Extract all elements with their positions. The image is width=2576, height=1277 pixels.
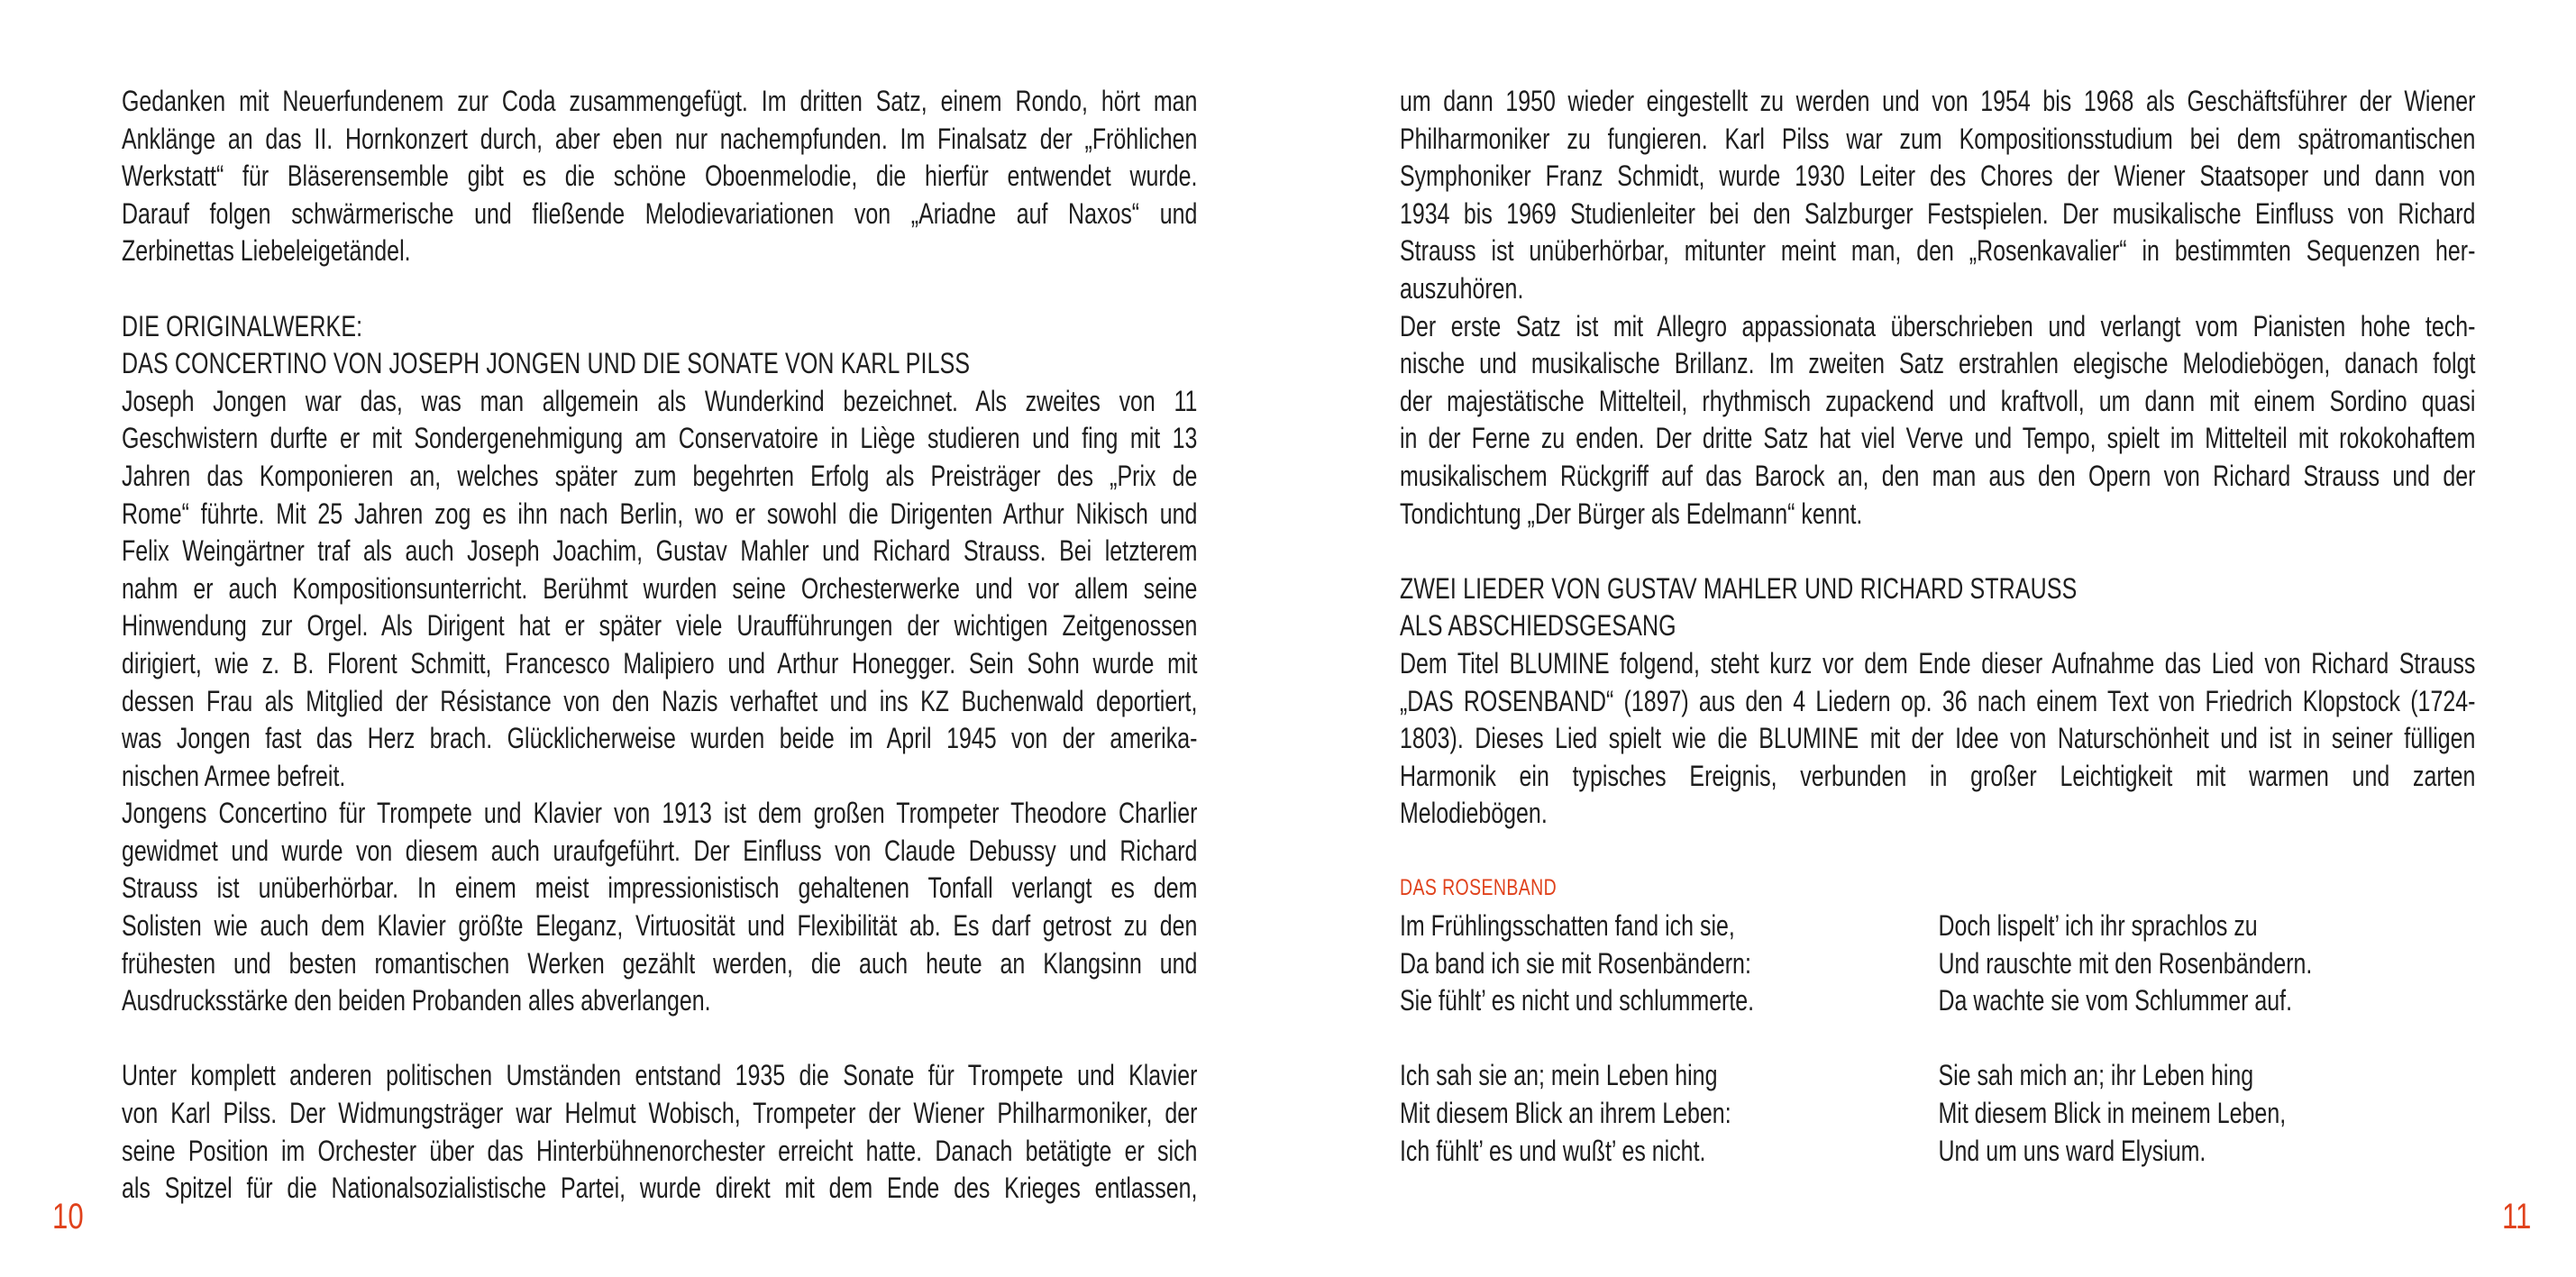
text-line: Joseph Jongen war das, was man allgemein als Wunderkind bezeichnet. Als zweites von 11 — [122, 384, 1198, 417]
page-number-left: 10 — [52, 1197, 84, 1236]
page-number-right: 11 — [2502, 1197, 2532, 1236]
intro-paragraph — [122, 83, 1197, 270]
text-line: Harmonik ein typisches Ereignis, verbunden in großer Leichtigkeit mit warmen und zarten — [1400, 759, 2476, 792]
poem-line: Sie sah mich an; ihr Leben hing — [1938, 1059, 2254, 1092]
text-line: von Karl Pilss. Der Widmungsträger war Helmut Wobisch, Trompeter der Wiener Philharmoniker, der — [122, 1097, 1198, 1130]
text-line: ZWEI LIEDER VON GUSTAV MAHLER UND RICHARD STRAUSS — [1400, 571, 2078, 605]
paragraph-rosenband — [1400, 645, 2475, 833]
text-line: um dann 1950 wieder eingestellt zu werden und von 1954 bis 1968 als Geschäftsführer der Wiener — [1400, 85, 2476, 117]
text-line: Jahren das Komponieren an, welches später zum begehrten Erfolg als Preisträger des „Prix de — [122, 459, 1198, 492]
paragraph-pilss-continued — [1400, 83, 2475, 308]
text-line: Strauss ist unüberhörbar, mitunter meint man, den „Rosenkavalier“ in bestimmten Sequenzen her- — [1400, 234, 2476, 268]
text-line: Hinwendung zur Orgel. Als Dirigent hat er später viele Uraufführungen der wichtigen Zeitgenossen — [122, 609, 1198, 643]
text-line: Strauss ist unüberhörbar. In einem meist impressionistisch gehaltenen Tonfall verlangt es dem — [122, 871, 1198, 905]
text-line: dessen Frau als Mitglied der Résistance von den Nazis verhaftet und ins KZ Buchenwald deportiert, — [122, 684, 1198, 717]
text-line: Ausdrucksstärke den beiden Probanden alles abverlangen. — [122, 984, 711, 1017]
poem-line: Ich sah sie an; mein Leben hing — [1400, 1059, 1718, 1092]
text-line: seine Position im Orchester über das Hinterbühnenorchester erreicht hatte. Danach betätigte er sich — [122, 1134, 1198, 1167]
text-line: 1803). Dieses Lied spielt wie die BLUMINE mit der Idee von Naturschönheit und ist in seiner fülligen — [1400, 722, 2476, 755]
text-line: in der Ferne zu enden. Der dritte Satz hat viel Verve und Tempo, spielt im Mittelteil mit rokokohaftem — [1400, 422, 2476, 455]
poem-stanza — [1400, 908, 1754, 1020]
poem-line: Mit diesem Blick an ihrem Leben: — [1400, 1097, 1731, 1130]
paragraph-pilss — [122, 1057, 1197, 1207]
poem-line: Ich fühlt’ es und wußt’ es nicht. — [1400, 1134, 1706, 1167]
text-line: Anklänge an das II. Hornkonzert durch, aber eben nur nachempfunden. Im Finalsatz der „Fröhlichen — [122, 122, 1198, 155]
text-line: musikalischem Rückgriff auf das Barock an, den man aus den Opern von Richard Strauss und der — [1400, 459, 2476, 492]
text-line: Unter komplett anderen politischen Umständen entstand 1935 die Sonate für Trompete und Klavier — [122, 1059, 1198, 1092]
text-line: als Spitzel für die Nationalsozialistische Partei, wurde direkt mit dem Ende des Krieges entlassen, — [122, 1172, 1198, 1205]
spacer — [1400, 533, 2475, 570]
text-line: Zerbinettas Liebeleigetändel. — [122, 234, 411, 268]
poem-line: Mit diesem Blick in meinem Leben, — [1938, 1097, 2287, 1130]
poem-line: Da wachte sie vom Schlummer auf. — [1938, 984, 2293, 1017]
text-line: Jongens Concertino für Trompete und Klavier von 1913 ist dem großen Trompeter Theodore Charlier — [122, 797, 1198, 830]
text-line: nische und musikalische Brillanz. Im zweiten Satz erstrahlen elegische Melodiebögen, danach folgt — [1400, 347, 2476, 380]
text-line: Symphoniker Franz Schmidt, wurde 1930 Leiter des Chores der Wiener Staatsoper und dann von — [1400, 160, 2476, 193]
text-line: Melodiebögen. — [1400, 797, 1548, 830]
poem-line: Und rauschte mit den Rosenbändern. — [1938, 946, 2313, 980]
text-line: frühesten und besten romantischen Werken gezählt werden, die auch heute an Klangsinn und — [122, 946, 1198, 980]
paragraph-saetze — [1400, 308, 2475, 534]
poem-stanza — [1938, 1057, 2312, 1170]
text-line: Felix Weingärtner traf als auch Joseph Joachim, Gustav Mahler und Richard Strauss. Bei letzterem — [122, 534, 1198, 568]
text-line: Tondichtung „Der Bürger als Edelmann“ kennt. — [1400, 497, 1863, 530]
text-line: was Jongen fast das Herz brach. Glücklicherweise wurden beide im April 1945 von der amerika- — [122, 722, 1198, 755]
text-line: dirigiert, wie z. B. Florent Schmitt, Francesco Malipiero und Arthur Honegger. Sein Sohn wurde mit — [122, 646, 1198, 680]
poem-line: Doch lispelt’ ich ihr sprachlos zu — [1938, 909, 2258, 943]
text-line: gewidmet und wurde von diesem auch uraufgeführt. Der Einfluss von Claude Debussy und Richard — [122, 834, 1198, 867]
spacer — [1400, 833, 2475, 871]
section-heading-originalwerke — [122, 308, 1197, 383]
poem-line: Da band ich sie mit Rosenbändern: — [1400, 946, 1751, 980]
section-heading-zwei-lieder — [1400, 570, 2475, 645]
text-line: Rome“ führte. Mit 25 Jahren zog es ihn nach Berlin, wo er sowohl die Dirigenten Arthur Nikisch und — [122, 497, 1198, 530]
left-page-column — [122, 83, 1197, 1208]
spacer — [122, 270, 1197, 308]
poem-column-left — [1400, 908, 1754, 1170]
text-line: Werkstatt“ für Bläserensemble gibt es die schöne Oboenmelodie, die hierfür entwendet wurde. — [122, 160, 1198, 193]
poem-stanza — [1400, 1057, 1754, 1170]
text-line: „DAS ROSENBAND“ (1897) aus den 4 Liedern op. 36 nach einem Text von Friedrich Klopstock (1724- — [1400, 684, 2476, 717]
text-line: Solisten wie auch dem Klavier größte Eleganz, Virtuosität und Flexibilität ab. Es darf getrost zu den — [122, 909, 1198, 943]
text-line: Philharmoniker zu fungieren. Karl Pilss war zum Kompositionsstudium bei dem spätromantischen — [1400, 122, 2476, 155]
spacer — [122, 1020, 1197, 1058]
poem-column-right — [1938, 908, 2312, 1170]
text-line: auszuhören. — [1400, 271, 1524, 305]
text-line: Darauf folgen schwärmerische und fließende Melodievariationen von „Ariadne auf Naxos“ und — [122, 196, 1198, 230]
text-line: Geschwistern durfte er mit Sondergenehmigung am Conservatoire in Liège studieren und fing mit 13 — [122, 422, 1198, 455]
poem-line: Im Frühlingsschatten fand ich sie, — [1400, 909, 1735, 943]
text-line: nahm er auch Kompositionsunterricht. Berühmt wurden seine Orchesterwerke und vor allem seine — [122, 571, 1198, 605]
text-line: Der erste Satz ist mit Allegro appassionata überschrieben und verlangt vom Pianisten hohe tech- — [1400, 309, 2476, 342]
paragraph-concertino — [122, 795, 1197, 1020]
text-line: DAS CONCERTINO VON JOSEPH JONGEN UND DIE SONATE VON KARL PILSS — [122, 347, 971, 380]
poem-stanza — [1938, 908, 2312, 1020]
poem-line: Und um uns ward Elysium. — [1938, 1134, 2206, 1167]
text-line: nischen Armee befreit. — [122, 759, 346, 792]
paragraph-jongen — [122, 383, 1197, 796]
poem-title: DAS ROSENBAND — [1400, 875, 1557, 901]
text-line: DIE ORIGINALWERKE: — [122, 309, 363, 342]
text-line: Gedanken mit Neuerfundenem zur Coda zusammengefügt. Im dritten Satz, einem Rondo, hört man — [122, 85, 1198, 117]
text-line: Dem Titel BLUMINE folgend, steht kurz vor dem Ende dieser Aufnahme das Lied von Richard Strauss — [1400, 646, 2476, 680]
text-line: 1934 bis 1969 Studienleiter bei den Salzburger Festspielen. Der musikalische Einfluss von Richard — [1400, 196, 2476, 230]
text-line: der majestätische Mittelteil, rhythmisch zupackend und kraftvoll, um dann mit einem Sordino quasi — [1400, 384, 2476, 417]
right-page-column — [1400, 83, 2475, 1170]
poem-line: Sie fühlt’ es nicht und schlummerte. — [1400, 984, 1755, 1017]
poem — [1400, 908, 2475, 1170]
text-line: ALS ABSCHIEDSGESANG — [1400, 609, 1676, 643]
